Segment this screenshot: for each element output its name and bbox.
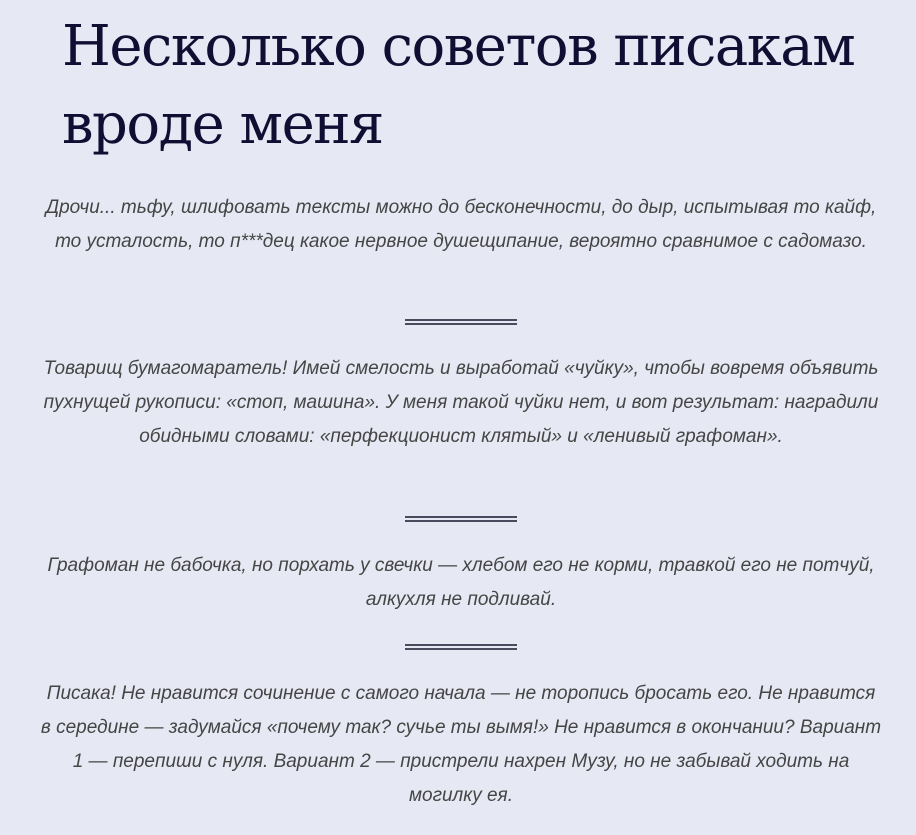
paragraph-2: Товарищ бумагомаратель! Имей смелость и выработай «чуйку», чтобы вовремя объявить пухнущей рукописи: «стоп, машина». У меня такой чуйки нет, и вот результат: наградили обидными словами: «перфекционист клятый» и «ленивый графоман».	[43, 358, 879, 447]
article-title: Несколько советов писакам вроде меня	[62, 14, 855, 157]
paragraph-4: Писака! Не нравится сочинение с самого начала — не торопись бросать его. Не нравится в середине — задумайся «почему так? сучье ты вымя!» Не нравится в окончании? Вариант 1 — перепиши с нуля. Вариант 2 — пристрели нахрен Музу, но не забывай ходить на могилку ея.	[40, 683, 882, 806]
double-line-divider	[405, 644, 517, 650]
paragraph-1: Дрочи... тьфу, шлифовать тексты можно до бесконечности, до дыр, испытывая то кайф, то усталость, то п***дец какое нервное душещипание, вероятно сравнимое с садомазо.	[45, 197, 877, 252]
double-line-divider	[405, 516, 517, 522]
double-line-divider	[405, 319, 517, 325]
paragraph-3: Графоман не бабочка, но порхать у свечки — хлебом его не корми, травкой его не потчуй, алкухля не подливай.	[47, 555, 875, 610]
